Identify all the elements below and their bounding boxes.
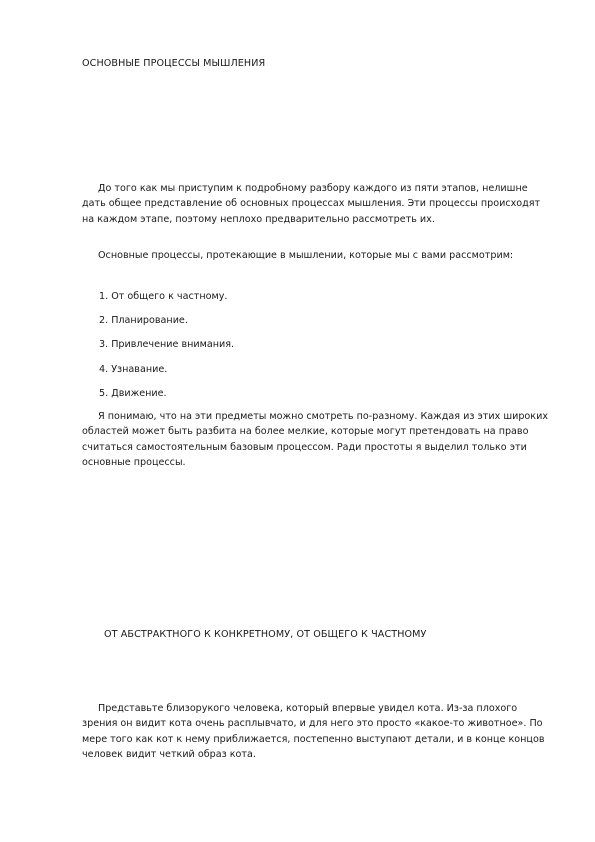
list-item-5: 5. Движение. [99,388,167,399]
intro-paragraph: До того как мы приступим к подробному разбору каждого из пяти этапов, нелишне дать общее представление об основных процессах мышления. Эти процессы происходят на каждом этапе, поэтому неплохо предварительно рассмотреть их. [82,183,541,225]
list-item-4: 4. Узнавание. [99,364,168,375]
closing-paragraph: Я понимаю, что на эти предметы можно смотреть по-разному. Каждая из этих широких областей может быть разбита на более мелкие, которые могут претендовать на право считаться самостоятельным базовым процессом. Ради простоты я выделил только эти основные процессы. [82,411,548,469]
section-title-abstract-to-concrete: ОТ АБСТРАКТНОГО К КОНКРЕТНОМУ, ОТ ОБЩЕГО К ЧАСТНОМУ [104,629,427,640]
list-item-2: 2. Планирование. [99,315,188,326]
list-intro-paragraph: Основные процессы, протекающие в мышлении, которые мы с вами рассмотрим: [98,250,514,261]
list-item-1: 1. От общего к частному. [99,291,228,302]
section-title-main-thinking-processes: ОСНОВНЫЕ ПРОЦЕССЫ МЫШЛЕНИЯ [82,58,266,69]
list-item-3: 3. Привлечение внимания. [99,339,235,350]
myopic-person-paragraph: Представьте близорукого человека, который впервые увидел кота. Из-за плохого зрения он видит кота очень расплывчато, и для него это просто «какое-то животное». По мере того как кот к нему приближается, постепенно выступают детали, и в конце концов человек видит четкий образ кота. [82,703,545,761]
